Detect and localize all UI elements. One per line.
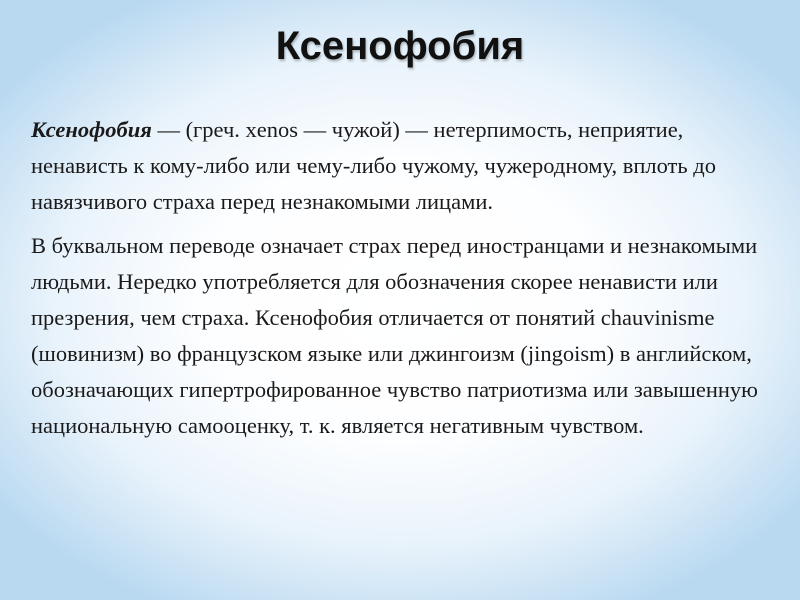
slide-title: Ксенофобия xyxy=(275,24,525,68)
definition-term: Ксенофобия xyxy=(31,117,152,142)
definition-text: — (греч. xenos — чужой) — нетерпимость, неприятие, ненависть к кому-либо или чему-либо чужому, чужеродному, вплоть до навязчивого страха перед незнакомыми лицами. xyxy=(31,117,716,214)
definition-paragraph xyxy=(31,112,779,220)
explanation-paragraph: В буквальном переводе означает страх перед иностранцами и незнакомыми людьми. Нередко употребляется для обозначения скорее ненависти или презрения, чем страха. Ксенофобия отличается от понятий chauvinisme (шовинизм) во французском языке или джингоизм (jingoism) в английском, обозначающих гипертрофированное чувство патриотизма или завышенную национальную самооценку, т. к. является негативным чувством. xyxy=(31,233,758,438)
slide-body xyxy=(31,112,779,444)
